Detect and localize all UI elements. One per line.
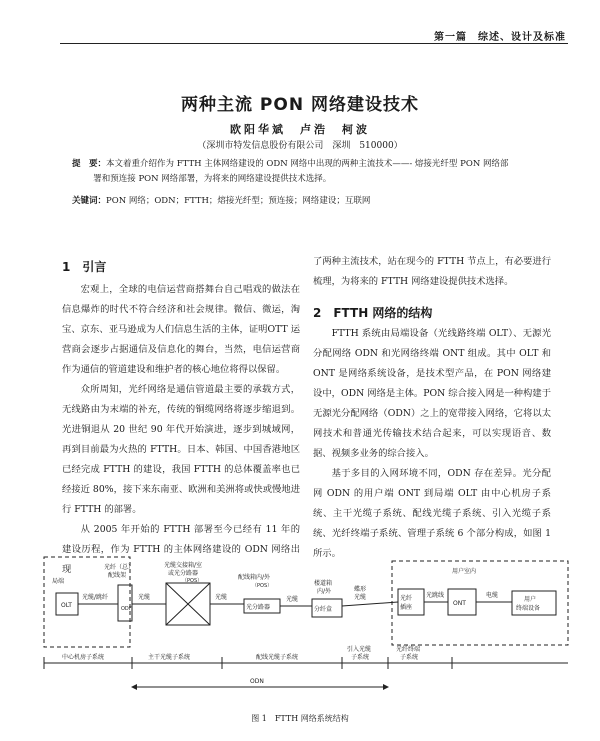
running-header: 第一篇 综述、设计及标准: [434, 32, 566, 43]
patch-frame-label: 配线架: [108, 572, 127, 579]
patch-cord-label: 光跳线: [426, 592, 445, 599]
ont-label: ONT: [453, 600, 466, 607]
subsystem-trunk-cable: 主干光缆子系统: [148, 654, 191, 661]
subsystem-fiber-terminal-1: 光纤终端: [396, 646, 421, 653]
user-terminal-label-1: 用户: [524, 596, 537, 603]
stairwell-box-label-1: 楼道箱: [314, 580, 333, 587]
abstract-label: 提 要：: [72, 159, 107, 169]
subsystem-drop-cable-2: 子系统: [351, 654, 370, 661]
keywords-label: 关键词：: [72, 196, 107, 206]
user-terminal-label-2: 终端设备: [516, 605, 541, 612]
splice-box-label: 分纤盒: [314, 606, 333, 613]
fiber-socket-box: [398, 589, 424, 615]
splitter-label: 光分路器: [246, 604, 271, 611]
electric-cable-label: 电缆: [486, 592, 499, 599]
fiber-socket-label-1: 光纤: [400, 595, 413, 602]
cross-box-label-1: 光缆交接箱/室: [164, 562, 203, 569]
figure-caption: 图 1 FTTH 网络系统结构: [251, 714, 349, 723]
distribution-box-label-1: 配线箱内/外: [238, 574, 271, 581]
right-column-body: [313, 324, 551, 564]
ftth-structure-diagram: [42, 555, 570, 695]
abstract: [72, 157, 532, 187]
right-column: [313, 252, 551, 292]
section-1-para-2: 众所周知，光纤网络是通信管道最主要的承载方式，无线路由为末端的补充，传统的铜缆网络将逐步缩退到。光进铜退从 20 世纪 90 年代开始演进，逐步到城域网，再到目前最为火热的 FTTH。日本、韩国、中国香港地区已经完成 FTTH 的建设，我国 FTTH 的总体覆盖率也已经接近 80%，接下来东南亚、欧洲和美洲将或快或慢地进行 FTTH 的部署。: [62, 384, 300, 515]
fiber-socket-label-2: 插座: [400, 604, 413, 611]
cross-box-label-3: （POS）: [182, 578, 203, 584]
drop-cable-type-2: 光缆: [354, 594, 367, 601]
drop-cable-label: 光缆: [286, 596, 299, 603]
section-1-heading: 1 引言: [62, 260, 107, 274]
trunk-cable-label: 光缆: [138, 594, 151, 601]
paper-authors: 欧阳华斌 卢浩 柯波: [230, 123, 370, 136]
keywords-text: PON 网络；ODN；FTTH；熔接光纤型；预连接；网络建设；互联网: [106, 196, 371, 206]
section-2-para-2: 基于多目的入网环境不同，ODN 存在差异。光分配网 ODN 的用户端 ONT 到局端 OLT 由中心机房子系统、主干光缆子系统、配线光缆子系统、引入光缆子系统、光纤终端子系统、管理子系统 6 个部分构成，如图 1 所示。: [313, 468, 551, 559]
section-1-continued: 了两种主流技术，站在现今的 FTTH 节点上，有必要进行梳理，为将来的 FTTH 网络建设提供技术选择。: [313, 256, 551, 287]
distribution-cable-label: 光缆: [215, 594, 228, 601]
section-2-heading: 2 FTTH 网络的结构: [313, 306, 433, 320]
header-rule: [60, 43, 568, 44]
subsystem-distribution-cable: 配线光缆子系统: [256, 654, 299, 661]
abstract-text-1: 本文着重介绍作为 FTTH 主体网络建设的 ODN 网络中出现的两种主流技术——- 熔接光纤型 PON 网络部: [106, 159, 509, 169]
cross-box-label-2: 或光分路器: [168, 570, 199, 577]
odn-label: ODN: [250, 678, 264, 685]
abstract-text-2: 署和预连接 PON 网络部署，为将来的网络建设提供技术选择。: [93, 174, 332, 184]
subsystem-fiber-terminal-2: 子系统: [400, 654, 419, 661]
cable-jumper-label: 光缆/跳纤: [82, 594, 109, 601]
drop-cable-type-1: 蝶形: [354, 586, 367, 593]
stairwell-box-label-2: 内/外: [317, 588, 332, 595]
user-premises-box: [392, 561, 568, 645]
paper-title: 两种主流 PON 网络建设技术: [181, 95, 419, 115]
subsystem-central-office: 中心机房子系统: [62, 654, 105, 661]
central-office-label: 局端: [52, 578, 65, 585]
olt-label: OLT: [61, 602, 72, 609]
odf-label: ODF: [121, 606, 132, 612]
section-2-para-1: FTTH 系统由局端设备（光线路终端 OLT）、无源光分配网络 ODN 和光网络终端 ONT 组成。其中 OLT 和 ONT 是网络系统设备，是技术型产品，在 PON 网络建设中，ODN 网络是主体。PON 综合接入网是一种构建于无源光分配网络（ODN）之上的宽带接入网络，它将以太网技术和普通光传输技术结合起来，可以实现语音、数据、视频多业务的综合接入。: [313, 328, 551, 459]
left-column: [62, 280, 300, 580]
user-premises-label: 用户室内: [452, 568, 477, 575]
fiber-odf-label: 光纤（总）: [104, 564, 135, 571]
distribution-box-label-2: （POS）: [252, 583, 273, 589]
keywords: [72, 194, 532, 209]
section-1-para-3: 从 2005 年开始的 FTTH 部署至今已经有 11 年的建设历程，作为 FTTH 的主体网络建设的 ODN 网络出现: [62, 524, 300, 575]
paper-affiliation: （深圳市特发信息股份有限公司 深圳 510000）: [197, 141, 403, 151]
subsystem-drop-cable-1: 引入光缆: [347, 646, 372, 653]
section-1-para-1: 宏观上，全球的电信运营商搭舞台自己唱戏的做法在信息爆炸的时代不符合经济和社会规律。微信、微运，淘宝、京东、亚马逊成为人们信息生活的主体，证明OTT 运营商会逐步占据通信及信息化的舞台，当然，电信运营商作为通信的管道建设和维护者的核心地位将得以保留。: [62, 284, 300, 375]
